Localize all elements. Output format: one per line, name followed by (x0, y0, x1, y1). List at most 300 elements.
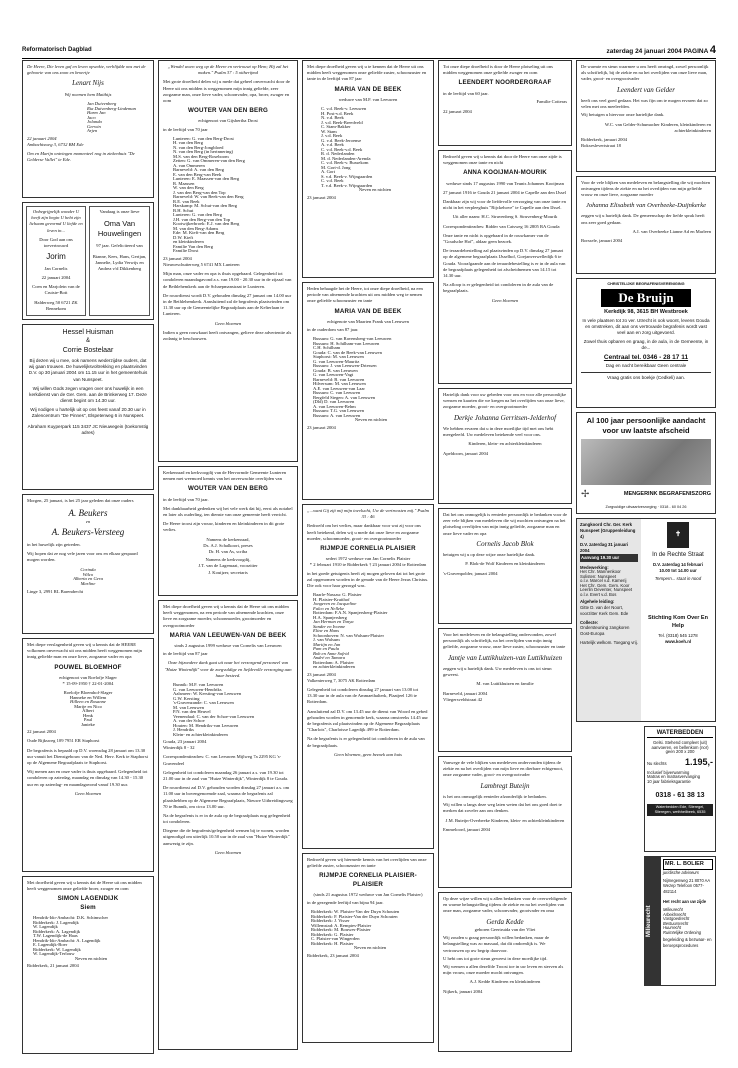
feature: Matras en matrasvervanging (647, 774, 701, 780)
family-item: Harskamp: M. Schut-van den Berg (173, 203, 238, 209)
date: 23 januari 2004 (307, 424, 336, 430)
date: 's-Gravenpolder, januari 2004 (443, 570, 498, 576)
text: De rouwdienst zal D.V. gehouden worden dinsdag 27 januari a.s. om 11.00 uur in bovengenoemde zaal, waarna de begrafenis zal plaatshebben op de Algemene Begraafplaats, Nieuwe Uitbreidingsweg 70 te Bunnik, om circa 13.00 uur. (163, 785, 293, 809)
family-item: Baarle-Nassau: G. Plaisier (313, 592, 362, 598)
age: in de ouderdom van 87 jaar. (307, 327, 359, 333)
family-item: Bussum: A. van Leeuwen (313, 412, 361, 418)
event-text: Tempern... staat in nood (654, 575, 702, 581)
family-item: Aalsmeer: W. Kersting-van Leeuwen (173, 691, 242, 697)
family-item: Hanneke en Willem (69, 694, 107, 700)
family-item: Sander en Ivonne (313, 623, 346, 629)
family-item: M. d. Nederlanden-Arenda (321, 155, 371, 161)
family-item: H. Plaisier-Kruithof (313, 596, 350, 602)
address: Linge 3, 2991 RL Barendrecht (27, 589, 84, 595)
deceased-name: Johanna Elisabeth van Overbeeke-Duijnkerke (585, 201, 707, 209)
ad-side-text: Milieurecht (645, 857, 661, 985)
deceased-name: Cornelis Jacob Blok (476, 539, 534, 548)
service: Milieurecht (663, 907, 683, 912)
correspondence-address: Correspondentieadres: Ridder van Catsweg 16 2805 RA Gouda (443, 223, 560, 229)
family-item: Janieke (81, 721, 95, 727)
obituary-lagendijk (22, 876, 154, 1054)
family-item: Marije en Nico (74, 703, 102, 709)
address: Nieuweschutterweg 5 6741 MX Lunteren (163, 262, 240, 268)
obituary-van-leeuwen (158, 600, 298, 1050)
family-item: Bussum: C. van Leeuwen (313, 390, 361, 396)
signature: Namens de kerkvoogdij, (205, 557, 251, 563)
family-item: J. van Walsum (313, 637, 340, 643)
deceased-name: WOUTER VAN DEN BERG (188, 107, 268, 115)
signature: J. Kouijzer, secretaris (208, 569, 248, 575)
text: Met diepe verslagenheid geven wij u kennis dat de HEERE volkomen onverwacht uit ons midden heeft weggenomen mijn innig geliefde man en onze lieve, zorgzame vader en opa (27, 642, 142, 660)
ad-line: Gelsi. Stehend compleet (uit) (653, 740, 707, 746)
event-date: D.V. zaterdag 31 januari 2004 (580, 542, 629, 554)
closing: Geen bloemen (214, 320, 242, 326)
heading: Vandaag is onze lieve (99, 209, 140, 214)
age: in de leeftijd van 70 jaar. (163, 496, 209, 502)
family: A.J. Kedde Kinderen en kleinkinderen (469, 979, 541, 985)
text: Op deze wijze willen wij u allen bedanken voor de overweldigende en warme belangstelling tijdens de ziekte en na het overlijden van onze man, zorgzame vader, schoonvader, grootvader en oma (443, 896, 567, 914)
feature: 10 jaar fabrieksgarantie (647, 778, 691, 784)
family: Uit aller naam: H.C. Struvenberg S. Struvenberg-Mourik (452, 214, 558, 220)
child: Corinda (80, 567, 96, 573)
family-item: W. van den Berg (173, 185, 204, 191)
family-item: G.W. Kersting (173, 695, 200, 701)
family-item: Kootwijkerbroek: E.J. van den Berg (173, 221, 240, 227)
family-item: Jongeren en Jacqueline (313, 601, 357, 607)
obituary-plaisier-1 (302, 504, 434, 849)
family-item: J.H. van den Berg-van den Top (173, 216, 231, 222)
family-item: A. van der Schoe (173, 718, 205, 724)
price: 1.195,- (684, 756, 713, 767)
family-item: Ridderkerk: F. Plaisier-Van der Duyn Schouten (311, 913, 398, 919)
family-item: G. van Leeuwen-Mauritz (313, 358, 360, 364)
ad-phone: Centraal tel. 0346 - 28 17 11 (603, 354, 689, 362)
child-name: Jorim (46, 252, 66, 262)
honoree-name: Oma Van Houwelingen (97, 219, 142, 239)
signature: Namens de kerkenraad, (206, 536, 250, 542)
thanks-kedde (438, 892, 572, 1052)
obituary-maria-van-de-beek-1 (302, 60, 434, 278)
family-item: T. v.d. Beek-v. Wijngaarden (321, 182, 373, 188)
family-item: S. v.d. Beek-v. Wijngaarden (321, 173, 373, 179)
text: De rouwdienst wordt D.V. gehouden dinsdag 27 januari om 14.00 uur in de Bethlehemkerk. Aansluitend zal de begrafenis plaatsvinden om 11.30 uur op de Gemeentelijke Begraafplaats aan de Kelterlaan te Lunteren. (163, 292, 292, 317)
address: Winterdijk 8 - 32 (163, 745, 195, 751)
date: Emmeloord, januari 2004 (443, 826, 491, 832)
text: Wij nodigen u hartelijk uit op ons feest vanaf 20.30 uur in Zalencentrum "De Pinnes", Elspeterweg 6 in Nunspeet. (30, 407, 146, 419)
text: Indien u geen rouwkaart heeft ontvangen, gelieve deze advertentie als zodanig te beschouwen. (163, 329, 292, 341)
deceased-name: Derkje Johanna Gerritsen-Jelderhof (453, 413, 557, 422)
family-item: Ridderkerk: M. Bouwes-Plaisier (311, 927, 371, 933)
deceased-name: POUWEL BLOEMHOF (54, 663, 122, 671)
family-list (173, 682, 293, 736)
family-item: W. Lagendijk-Terlouw (33, 951, 75, 957)
poem: Onbegrijpelijk wonder U heeft zijn begin U hebt zijn lichaam gevormd U liefde en leven in... (29, 209, 83, 233)
family-item: H. van den Berg (173, 140, 204, 146)
family-list (173, 136, 293, 253)
closing: Geen bloemen (214, 849, 242, 855)
name: A. Beukers-Versteeg (51, 526, 125, 537)
bride-name: Corrie Bostelaar (62, 346, 114, 354)
ad-body (661, 857, 715, 985)
family-item: Ridderkerk: W. Plaisier-Van der Duyn Schouten (311, 909, 400, 915)
family-item: Klein- en achterkleinkinderen (173, 731, 228, 737)
column-5 (576, 60, 716, 1050)
family-item: A. Gort (321, 169, 336, 175)
family-item: C. v.d. Beek-v. Leeuwen (321, 106, 367, 112)
deceased-name: Lambregt Buteijn (480, 781, 530, 790)
family-item: Botterdam: F.A.N. Spanjersberg-Plaisier (313, 610, 388, 616)
performer: o.l.v. Evert v.d. Bos (580, 591, 617, 597)
ad-subtext: Dag en nacht bereikbaar Geen centrale (605, 362, 687, 368)
ad-title: Al 100 jaar persoonlijke aandacht voor uw laatste afscheid (586, 416, 706, 436)
ad-left-panel (577, 519, 641, 721)
date: 22 januari 2004 (41, 275, 71, 281)
family-item: Neven en nichten (353, 945, 387, 951)
family-item: Paul (83, 717, 93, 723)
ad-title: WATERBEDDEN (647, 729, 713, 738)
thanks-luttikhuizen (438, 628, 572, 752)
signature: J.T. van de Lagemaat, voorzitter (198, 563, 258, 569)
ad-line: aanvoeren, en bellenkom (nor) (651, 744, 709, 750)
column-2 (158, 60, 298, 1050)
family-item: Gouda: B. van Leeuwen (313, 367, 358, 373)
family-item: C. Plaisier-van Wingerden (311, 936, 360, 942)
family-item: M. Gort-d. Jong (321, 164, 351, 170)
correspondence-address: Correspondentieadres: C. van Leeuwen Mijlweg 7a 2295 KG 's-Gravendeel (163, 754, 282, 766)
family-item: Neven en nichten (74, 955, 108, 961)
family-item: N. van den Berg (in herinnering) (173, 149, 234, 155)
closing: Geen bloemen, geen bezoek aan huis (334, 751, 402, 757)
thanks-blok (438, 508, 572, 624)
deceased-name: MARIA VAN DE BEEK (334, 85, 402, 93)
text: U hebt ons tot grote steun geweest in deze moeilijke tijd. (443, 955, 548, 961)
family: P. Blok-de Wolf Kinderen en kleinkinderen (465, 561, 545, 567)
family-item: Gerwin (87, 123, 101, 129)
family-item: W. Stam (321, 128, 337, 134)
text: Mijn man, onze vader en opa is thuis opgebaard. Gelegenheid tot condoleren maandagavond a.s. van 19.00 - 20.30 uur in de zijzaal van de Bethlehemkerk aan de Schaepmanstraat te Lunteren. (163, 271, 292, 289)
text: Met dankbaarheid gedenken wij het vele werk dat hij, eerst als notabel en later als ouderling, ten dienste van onze gemeente heeft verricht. (163, 505, 293, 518)
thanks-van-gelder (576, 60, 716, 172)
subtitle: geboren Geertruida van der Vliet (474, 927, 536, 932)
age-text: 97 jaar. Gefeliciteerd van (96, 243, 143, 249)
entry-note: Hartelijk welkom. Toegang vrij. (580, 640, 638, 646)
price-row (647, 756, 713, 768)
text: Na afloop is er gelegenheid tot condoleren in de aula van de begraafplaats. (443, 282, 554, 294)
performer: Leerlin Deventer, Nunspeet (580, 587, 633, 593)
ad-photo (581, 439, 711, 485)
family-item: Hilleen en Rosanne (70, 699, 106, 705)
nickname: Siem (80, 903, 96, 911)
quote: „Wendel uwen weg op de Heere en vertrouwt op Hem; Hij zal het maken." Psalm 37 : 5 ottherijmd (167, 64, 289, 76)
ad-features (647, 770, 713, 784)
deceased-name: ANNA KOOIJMAN-MOURIK (463, 169, 547, 177)
family-item: Ria Duivenberg-Lindeman (87, 105, 136, 111)
date: Barneveld, januari 2004 (443, 690, 488, 696)
ad-brand: MENGERINK BEGRAFENISZORG (623, 491, 711, 498)
ad-sub: juridische adviseurs (663, 870, 699, 876)
subtitle: echtgenoot van Gijsbertha Drost (198, 118, 258, 124)
family: Bianne, Kees, Hans, Gertjan, Jannelie, Lydia Verwijs en Andrea v/d Dikkenberg (92, 253, 147, 271)
birth-announcement-lenart (22, 60, 154, 198)
family-item: R. d. Nederlanden (321, 151, 355, 157)
closing: Geen bloemen (74, 790, 102, 796)
anniversary-announcement (22, 494, 154, 634)
family-item: Ridderkerk: J. Visser (311, 918, 350, 924)
event-time: Aanvang 19.30 uur (580, 554, 638, 562)
deceased-name: RIJMPJE CORNELIA PLAISIER-PLAISIER (319, 872, 417, 888)
family-item: R.E. van Beek (173, 198, 200, 204)
deceased-name: Gerda Kedde (486, 917, 524, 926)
family-item: Familie Van den Berg (173, 243, 214, 249)
family-item: G. van Leeuwen-Vagt (313, 372, 354, 378)
deceased-name: LEENDERT NOORDERGRAAF (458, 79, 552, 87)
family-item: R. Maassen (173, 180, 195, 186)
family-item: Botterdam: A. Plaisier (313, 659, 354, 665)
text: Na de begrafenis is er in de aula op de begraafplaats nog gelegenheid tot condoleren. (163, 812, 291, 825)
performer: Het Chr. Mannenkoor (580, 569, 621, 575)
age: in de gezegende leeftijd van bijna 94 jaar. (307, 900, 384, 906)
child: Marline (80, 580, 96, 586)
family-item: Jolanda (87, 119, 102, 124)
family-item: Ridderkerk: H. Plaisier (311, 940, 354, 946)
ad-waterbedden (644, 726, 716, 852)
text: betuigen wij u op deze wijze onze hartelijke dank. (443, 552, 536, 558)
conjunction: en (85, 519, 91, 525)
family-item: Barneveld: B. van Leeuwen (313, 376, 365, 382)
text: Morgen, 25 januari, is het 25 jaar geleden dat onze ouders (27, 498, 134, 503)
ad-footer: Waterbedden Ede, Slieregel, Slieregen, wethheilbeek, 6535 (647, 804, 713, 816)
family-item: A. v.d. Beek (321, 142, 344, 148)
family-item: Bergfeld Siegen: A. van Leeuwen (313, 394, 376, 400)
subtitle: echtgenoot van Roelofje Slager (59, 674, 117, 680)
date: 23 januari 2004 (307, 671, 336, 677)
family-item: Schoonhoven: N. van Walsum-Plaisier (313, 632, 384, 638)
phone: Tel. (0318) 545 1278 (658, 633, 698, 639)
groom-name: Hessel Huisman (62, 329, 114, 336)
thanks-gerritsen (438, 388, 572, 504)
child-full-name: Jan Cornelis (44, 265, 68, 271)
address: Valkenierweg 7, 3075 AK Rotterdam (307, 677, 376, 683)
column-4 (438, 60, 572, 1050)
quote: Onze bijzondere dank gaat uit naar het verzorgend personeel van "Huize Winterdijk" voor de zorgvuldige en liefdevolle verzorging aan haar besteed. (164, 660, 292, 678)
text: Voor de vele blijken van medeleven en belangstelling die wij mochten ontvangen tijdens de ziekte en na het overlijden van mijn geliefde vrouw en onze lieve, zorgzame moeder (581, 180, 711, 198)
logo-text: De Bruijn (618, 290, 674, 306)
ad-text: Zowel thuis opbaren en graag, in de aula, in de Gemeente, in de... (583, 338, 709, 350)
family-item: J. v.d. Beek (321, 133, 343, 139)
service: Vastgoedrecht (663, 916, 690, 921)
website: www.koeh.nl (664, 639, 692, 645)
text: Heden behaagde het de Heere, tot onze diepe droefheid, na een periode van afnemende krachten uit ons midden weg te nemen onze geliefde schoonzuster en tante (307, 286, 423, 304)
family-item: G. van Leeuwen-Hendriks (173, 686, 222, 692)
text: in het goede getuigenis heeft zij mogen geloven dat tot het grote zal opgenomen worden in de genade van de Heere Jezus Christus. Die ook voor haar gezorgd was. (307, 570, 429, 589)
deceased-name: MARIA VAN DE BEEK (334, 307, 402, 315)
text: De begrafenis is bepaald op D.V. woensdag 28 januari om 13.30 uur vanuit het Dienstgebouw van de Ned. Herv. Kerk te Staphorst op de Algemene Begraafplaats te Staphorst. (27, 747, 148, 766)
text: Wij willen u langs deze weg laten weten dat het ons goed doet te merken dat zoveler aan ons denken. (443, 802, 562, 814)
text: Tot onze diepe droefheid is door de Heere plotseling uit ons midden weggenomen onze geliefde zwager en oom (443, 64, 553, 76)
date: 22 januari 2004 (27, 135, 57, 141)
family-item: Gouda: C. van de Beek-van Leeuwen (313, 349, 382, 355)
family-item: C. v.d. Beek-v.d. Beek (321, 146, 363, 152)
jorim-panel (26, 206, 86, 316)
subtitle: weduwe sinds 17 augustus 1990 van Teunis Johannes Kooijman (446, 180, 564, 186)
ad-right-panel (641, 519, 715, 721)
dates: * 15-09-1950 † 22-01-2004 (62, 681, 114, 687)
closing: Geen bloemen (491, 297, 519, 303)
text: heeft ons veel goed gedaan. Het was fijn om te mogen ervaren dat zo velen met ons meeleefden. (581, 98, 708, 110)
family-item: Ridderkerk: A. Lagendijk (33, 928, 81, 934)
date: Borssele, januari 2004 (581, 237, 623, 243)
family: Familie Cotteras (536, 98, 567, 104)
subtitle: sedert 1972 weduwe van Jan Cornelis Plaisier (325, 556, 411, 562)
performer: Solisten: Nunspeet (580, 573, 617, 579)
text: Wij hopen dat ze nog vele jaren voor ons en elkaar gespaard mogen worden. (27, 550, 138, 563)
family-item: N. van den Berg-Jongbloed (173, 144, 224, 150)
page-date: zaterdag 24 januari 2004 PAGINA 4 (606, 44, 716, 56)
deceased-name: Leendert van Gelder (617, 85, 675, 94)
family-item: (Dld) D. van Leeuwen (313, 399, 355, 405)
family-item: C. v.d. Beek-v. Bussekom (321, 160, 369, 166)
dates: * 2 februari 1910 te Ridderkerk † 23 januari 2004 te Rotterdam (309, 562, 427, 568)
date: 22 januari 2004 (443, 109, 472, 115)
wedding-announcement (22, 324, 154, 490)
text: Met droefheid geven wij u kennis dat de Heere uit ons midden heeft weggenomen onze geliefde broer, zwager en oom (27, 880, 142, 892)
oma-panel (89, 206, 150, 316)
family-item: Veenendaal: C. van der Schoe-van Leeuwen (173, 713, 255, 719)
family-item: Lunteren: G. van den Berg-Drost (173, 135, 234, 141)
subtitle: sinds 2 augustus 1999 weduwe van Cornelis van Leeuwen (174, 643, 282, 649)
family-item: 's-Gravenzande: C. van Leeuwen (173, 700, 234, 706)
family-item: Familie Drost (173, 248, 199, 254)
event-date: D.V. zaterdag 14 februari (653, 562, 703, 568)
age: in de leeftijd van 60 jaar. (443, 90, 489, 96)
performer: Het Chr. Gem. Gem. Koor (580, 582, 630, 588)
family: W.C. van Gelder-Schumacher Kinderen, kleinkinderen en achterkleinkinderen (604, 121, 711, 133)
ad-tagline: CHRISTELIJKE BEGRAFENISVERENIGING (607, 282, 685, 286)
family-item: B.H. Schut (173, 207, 194, 213)
child: Alberta en Gera (73, 576, 103, 582)
family-item: J. van den Berg-van den Top (173, 189, 226, 195)
label-text: Gitte D. van der Noort, voorzitter Kerk Gem. Ede (580, 605, 629, 616)
text: Met grote droefheid delen wij u mede dat geheel onverwacht door de Heere uit ons midden is weggenomen mijn innig geliefde, zeer zorgzame man, onze lieve vader, schoonvader, opa, broer, zwager en oom (163, 79, 290, 103)
label: Collecte: (580, 619, 599, 625)
family-item: Jan Herman en Tonya (313, 619, 354, 625)
family-item: G. v.d. Beek-Jeroense (321, 137, 362, 143)
date: Ridderkerk, 21 januari 2004 (27, 963, 79, 969)
child: Wilco (82, 571, 94, 577)
date: 22 januari 2004 (27, 729, 56, 735)
feature: Inclusief bijverwarming (647, 769, 690, 775)
text: We hebben ervaren dat u in deze moeilijke tijd met ons hebt meegeleefd. Uw medeleven betekende veel voor ons. (443, 426, 554, 438)
organization: Stichting Kom Over En Help (648, 615, 708, 629)
text: De teraardebestelling zal plaatsvinden op D.V. dinsdag 27 januari op de algemene begraafplaats IJsselhof, Goejanverwelledijk 6 te Gouda. Voorafgaande aan de teraardebestelling is er in de aula van de begraafplaats gelegenheid tot afscheidnemen van 14.15 tot 14.30 uur. (443, 248, 566, 278)
address: Bokxeslevertstraat 18 (581, 143, 621, 149)
family-item: en achterkleinkinderen (313, 664, 355, 670)
text: Bedroefd geven wij u kennis dat door de Heere van onze zijde is weggenomen onze tante en nicht (443, 154, 562, 166)
ad-brand-row (577, 485, 715, 505)
service: Arbeidsrecht (663, 911, 686, 917)
text: is het ons onmogelijk eenieder afzonderlijk te bedanken. (443, 794, 547, 799)
text: Gelegenheid tot condoleren maandag 26 januari a.s. van 19.30 tot 21.00 uur in de zaal van "Huize Winterdijk", Winterdijk 8 te Gouda. (163, 769, 289, 781)
children (27, 567, 149, 585)
age: in de leeftijd van 87 jaar (163, 651, 208, 657)
family-item: Bunnik: M.F. van Leeuwen (173, 682, 224, 688)
ad-text: In vele plaatsen tot zo ver. Utrecht is ook woont, levens Gouda en omstreken, dit aan ons vertrouwde begrafenis wordt vast veel aan en zorg uitgevoerd. (582, 318, 710, 336)
performer: Medewerking: (580, 564, 609, 570)
family-item: Ridderkerk: G. Plaisier (311, 931, 354, 937)
church-notice-van-den-berg (158, 466, 298, 596)
family-list (87, 101, 149, 133)
family-item: Bussum: J. van Leeuwen-Driessen (313, 363, 377, 369)
family-item: M.S. van den Berg-Roseboom (173, 153, 229, 159)
text: Wij willen Gods zegen vragen over ons huwelijk in een kerkdienst van de Ger. Gem. aan de Brinkerweg 17. Deze dienst begint om 14.30 uur. (29, 385, 147, 404)
family-item: Ridderkerk: J. Lagendijk (33, 919, 79, 925)
dates: 27 januari 1916 te Gouda 21 januari 2004 te Capelle aan den IJssel (443, 189, 566, 195)
column-3 (302, 60, 434, 1050)
ad-address: Kerkdijk 98, 3615 BH Westbroek (604, 308, 688, 315)
ad-heading: Het recht aan uw zijde (663, 899, 706, 905)
date: Nijkerk, januari 2004 (443, 988, 483, 994)
family-item: Willemstad: A. Rempies-Plaisier (311, 922, 372, 928)
text: Hartelijk dank voor uw gebeden voor ons en voor alle persoonlijke wensen en kaarten die we kregen na het overlijden van onze lieve, zorgzame moeder, groot- en overgrootmoeder (443, 392, 566, 410)
quote: „...want Gij zijt mij mijn toevlucht, Uw de vertroosten mij." Psalm 33 : 46 (307, 508, 429, 520)
family-item: Bussum: H. Schilham-van Leeuwen (313, 340, 380, 346)
family-item: Lunteren: E. Maassen-van den Berg (173, 176, 240, 182)
family-item: M. van den Berg-Adams (173, 225, 219, 231)
text: De Heere troost zijn vrouw, kinderen en kleinkinderen in dit grote verlies. (163, 521, 285, 533)
family-item: W. Lagendijk (33, 924, 58, 930)
date: Ridderkerk, januari 2004 (581, 136, 628, 142)
family-item: Neven en nichten (358, 187, 392, 193)
text: Voor het medeleven en de belangstelling ondervonden, zowel persoonlijk als schriftelijk, na het overlijden van mijn innig geliefde, zorgzame vrouw, onze lieve zuster, schoonzuster en tante (443, 632, 566, 650)
ad-bolier (644, 856, 716, 986)
family-item: C. v.d. Beek (321, 178, 344, 184)
family-item: Harm Jan (87, 110, 106, 115)
family-list (313, 336, 429, 422)
family-item: Ede: M. Kieft-van den Berg (173, 230, 225, 236)
family-item: Roelofje Bloemhof-Slager (63, 690, 113, 696)
family: J.M. Buteijn-Overbeeke Kinderen, klein- en achterkleinkinderen (445, 817, 565, 823)
family-item: Bob en Anne Sofrid (313, 650, 349, 656)
signature: Ds. A.J. Schalkoort, preses (203, 542, 253, 548)
family-item: Barneveld: A. van den Berg (173, 167, 225, 173)
address: Abraham Kuyperpark 115 3437 JC Nieuwegein (toekomstig adres) (27, 423, 149, 435)
family-list (313, 592, 429, 669)
ad-footer: begeleiding & bezwaar- en beroepsprocedures (663, 937, 712, 948)
lead-text: De Heere, Die leven gaf en leven opwekte, verblijdde ons met de geboorte van ons zoon en broertje (27, 64, 146, 76)
text: De warmte en steun waarmee u ons heeft omringd, zowel persoonlijk als schriftelijk, bij de ziekte en na het overlijden van onze lieve man, vader, groot- en overgrootvader (581, 64, 709, 82)
family-item: Henk (83, 712, 93, 718)
sub-text: Door God aan ons toevertrouwd (39, 236, 73, 248)
address: Vliegersveldstraat 42 (443, 696, 483, 702)
date: Ridderkerk, 23 januari 2004 (307, 952, 359, 958)
performers (580, 565, 638, 597)
text: Vanwege de vele blijken van medeleven ondervonden tijdens de ziekte en na het overlijden van mijn lieve en dierbare echtgenoot, onze zorgzame vader, groot- en overgrootvader (443, 760, 564, 778)
service: Huurrecht (663, 925, 681, 930)
thanks-van-overbeeke (576, 176, 716, 274)
family-item: A.E. van Leeuwen-van Laar (313, 385, 365, 391)
newspaper-name: Reformatorisch Dagblad (22, 47, 92, 53)
name: A. Beukers (68, 508, 108, 519)
family-item: André en Tamara (313, 655, 345, 661)
family-item: T.W. Lagendijk-de Haas (33, 933, 78, 939)
label-text: Ondersteuning zangkoren Oost-Europa (580, 625, 630, 637)
ad-footer: Vraag gratis ons boekje (Cedkeli) aan. (581, 372, 711, 381)
family-item: Bussum: G. van Ravensberg-van Leeuwen (313, 336, 392, 342)
family: A.I. van Overbeeke Lianne Ad en Marleen (632, 228, 711, 234)
family-item: Pam en Paula (313, 646, 340, 652)
text: Wij zouden u graag persoonlijk willen bedanken, maar de belangstelling was zo massaal, dat dit ondoenlijk is. We vertrouwen op uw begrip daarvoor. (443, 935, 550, 953)
age: in de leeftijd van 70 jaar (163, 126, 208, 132)
